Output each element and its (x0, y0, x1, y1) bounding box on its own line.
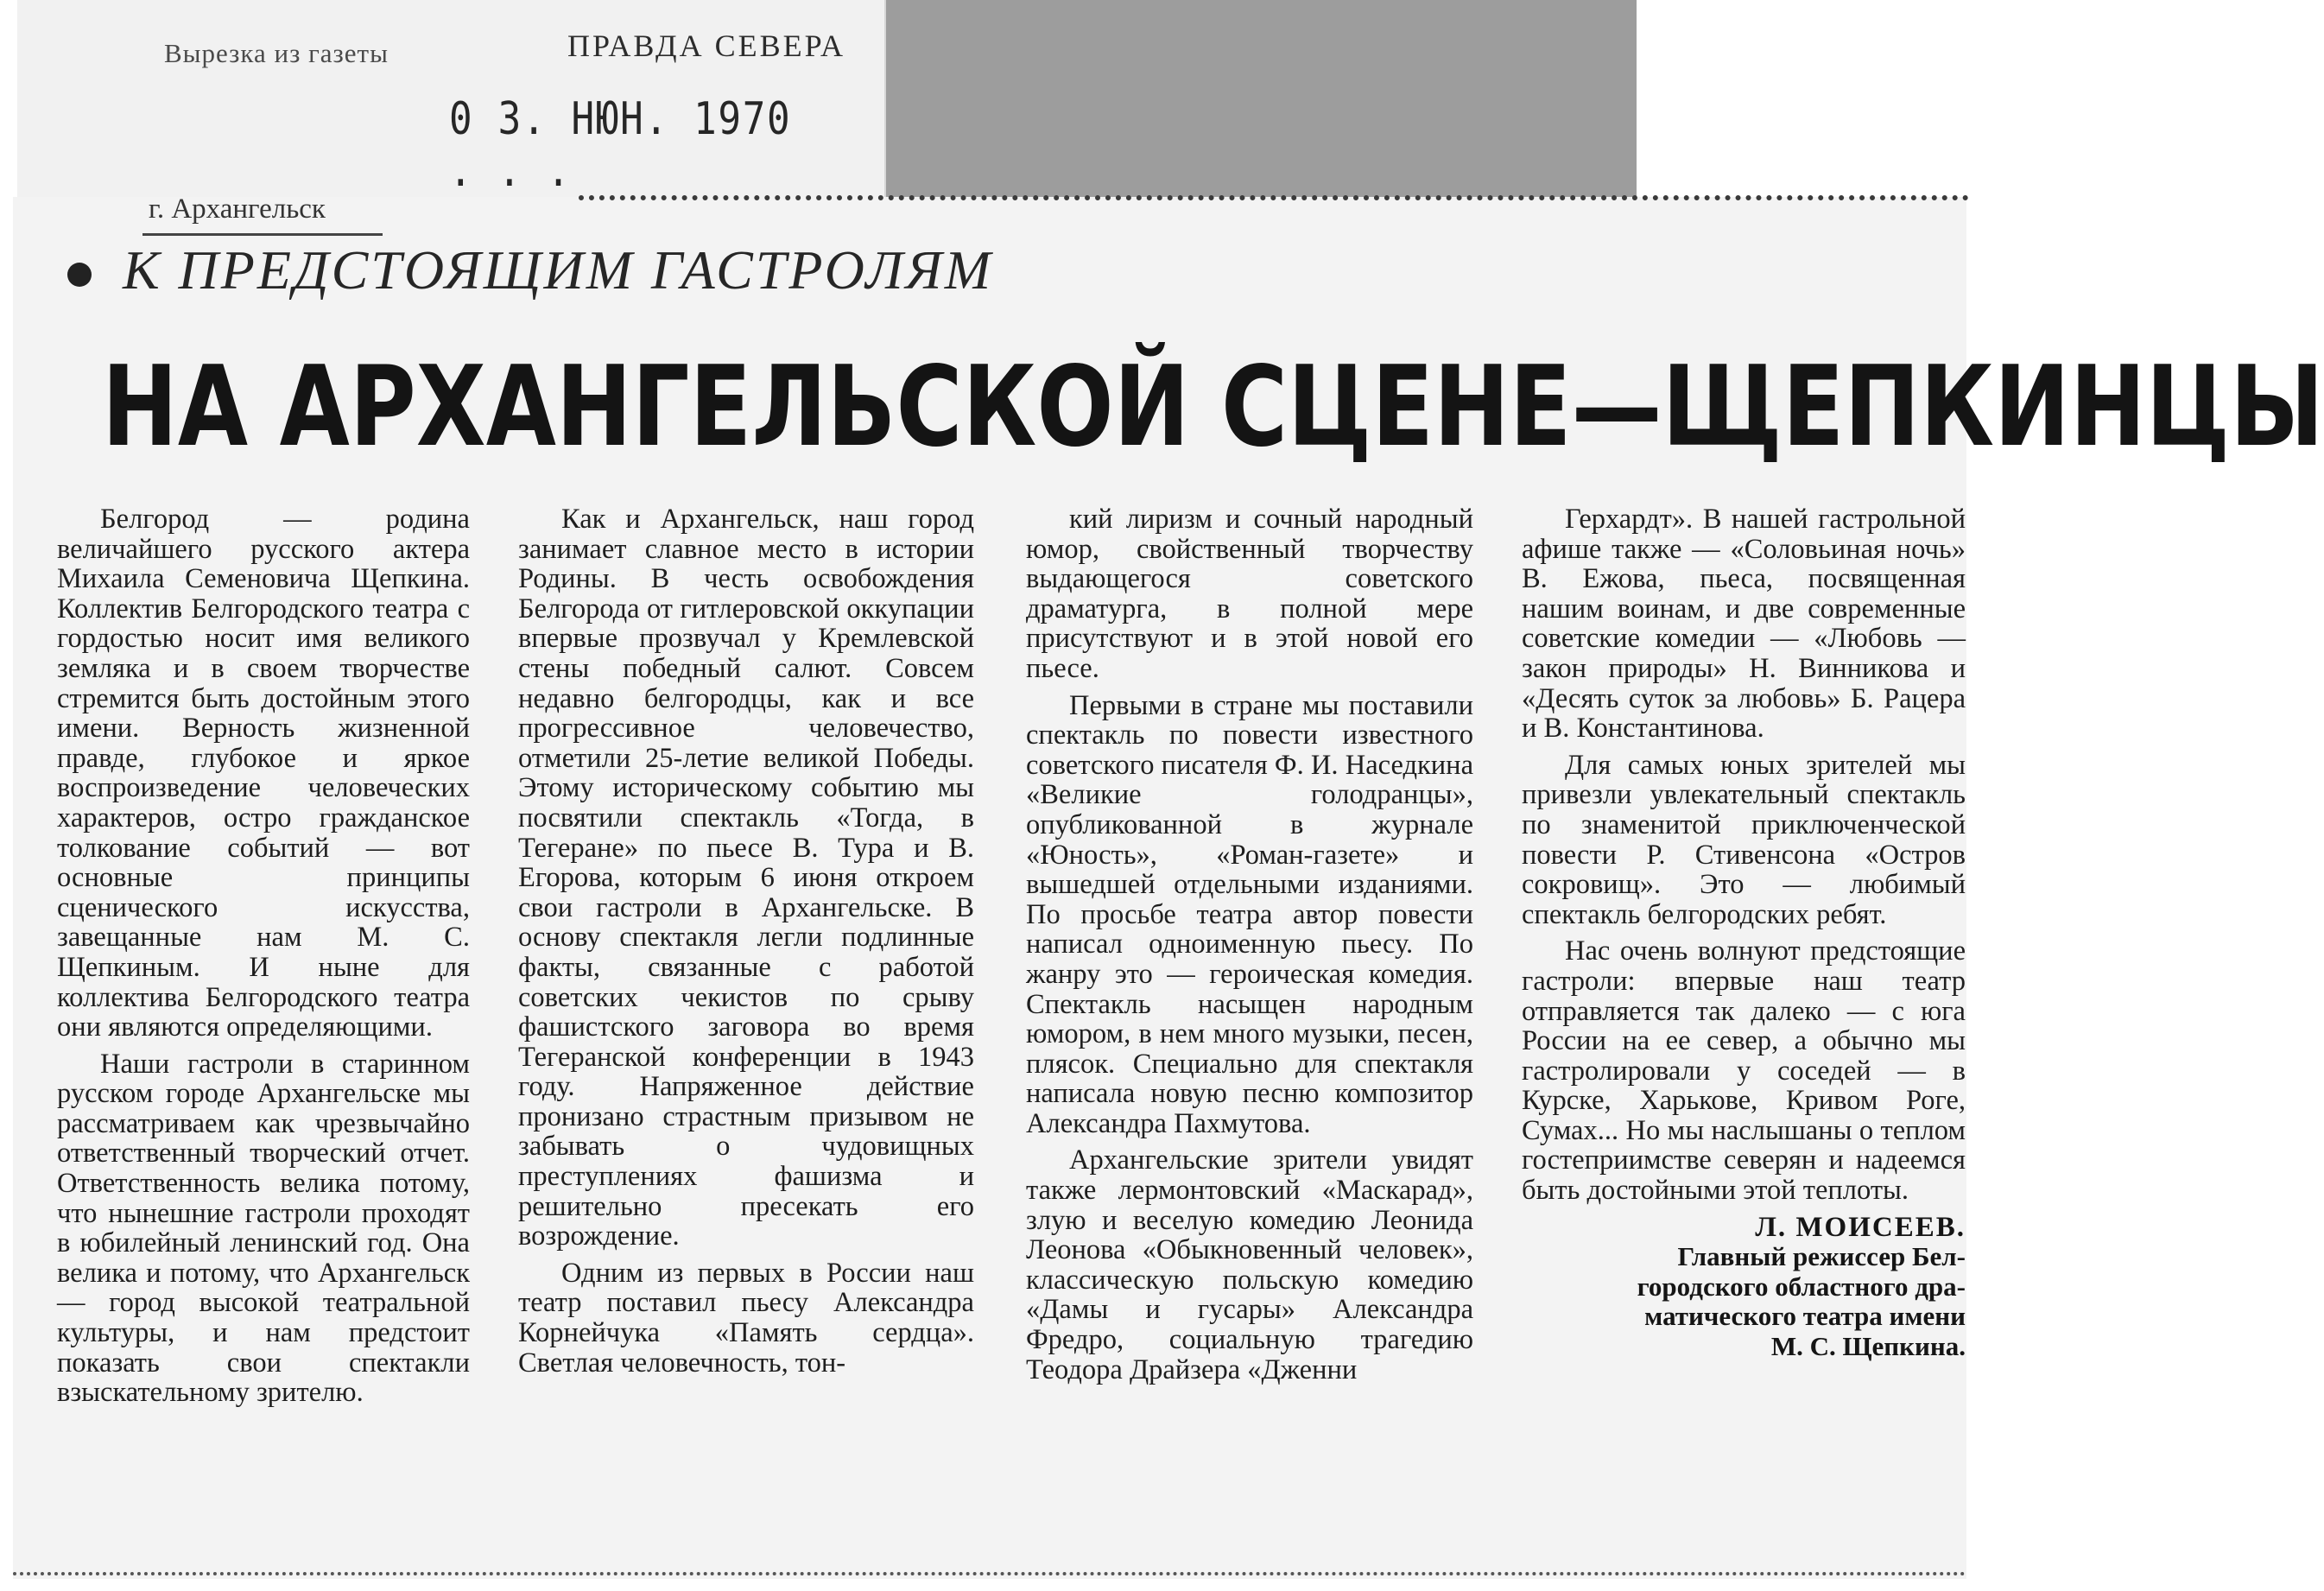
author-name: Л. МОИСЕЕВ. (1755, 1211, 1966, 1243)
clipping-cut-edge (579, 195, 1969, 200)
paragraph: Первыми в стране мы поставили спектакль по повести известного советского писателя Ф. И. Наседкина «Великие голодранцы», опубликованной в журнале «Юность», «Роман-газете» и вышедшей отдельными изданиями. По просьбе театра автор повести написал одноименную пьесу. По жанру это — героическая комедия. Спектакль насыщен народным юмором, в нем много музыки, песен, плясок. Специально для спектакля написала новую песню композитор Александра Пахмутова. (1026, 689, 1473, 1139)
article-headline: НА АРХАНГЕЛЬСКОЙ СЦЕНЕ—ЩЕПКИНЦЫ (102, 343, 2324, 472)
rubric-title: К ПРЕДСТОЯЩИМ ГАСТРОЛЯМ (123, 239, 993, 301)
article-column-2 (518, 504, 974, 1378)
paragraph: Как и Архангельск, наш город занимает славное место в истории Родины. В честь освобождения Белгорода от гитлеровской оккупации впервые прозвучал у Кремлевской стены победный салют. Совсем недавно белгородцы, как и все прогрессивное человечество, отметили 25-летие великой Победы. Этому историческому событию мы посвятили спектакль «Тогда, в Тегеране» по пьесе В. Тура и В. Егорова, которым 6 июня откроем свои гастроли в Архангельске. В основу спектакля легли подлинные факты, связанные с работой советских чекистов по срыву фашистского заговора во время Тегеранской конференции в 1943 году. Напряженное действие пронизано страстным призывом не забывать о чудовищных преступлениях фашизма и решительно пресекать его возрождение. (518, 504, 974, 1252)
paragraph: Для самых юных зрителей мы привезли увлекательный спектакль по знаменитой приключенческой повести Р. Стивенсона «Остров сокровищ». Это — любимый спектакль белгородских ребят. (1522, 749, 1966, 930)
paragraph: Одним из первых в России наш театр поставил пьесу Александра Корнейчука «Память сердца». Светлая человечность, тон- (518, 1257, 974, 1379)
city-underline (142, 233, 383, 236)
author-title-line: матического театра имени (1644, 1301, 1966, 1332)
paragraph: Нас очень волнуют предстоящие гастроли: впервые наш театр отправляется так далеко — с юга России на ее север, а обычно мы гастролировали у соседей — в Курске, Харькове, Кривом Роге, Сумах... Но мы наслышаны о теплом гостеприимстве северян и надеемся быть достойными этой теплоты. (1522, 935, 1966, 1207)
author-title-line: Главный режиссер Бел- (1677, 1241, 1966, 1272)
newspaper-name: ПРАВДА СЕВЕРА (567, 29, 846, 63)
author-title-line: городского областного дра- (1637, 1271, 1966, 1302)
paragraph: Герхардт». В нашей гастрольной афише также — «Соловьиная ночь» В. Ежова, пьеса, посвященная нашим воинам, и две современные советские комедии — «Любовь — закон природы» Н. Винникова и «Десять суток за любовь» Б. Рацера и В. Константинова. (1522, 504, 1966, 745)
article-column-4 (1522, 504, 1966, 1362)
scanner-corner (1637, 0, 1986, 197)
clipping-slip (17, 0, 886, 226)
clipping-label: Вырезка из газеты (164, 38, 389, 68)
date-stamp: 0 3. НЮН. 1970 . . . (449, 93, 792, 197)
paragraph: Архангельские зрители увидят также лермонтовский «Маскарад», злую и веселую комедию Леонида Леонова «Обыкновенный человек», классическую польскую комедию «Дамы и гусары» Александра Фредро, социальную трагедию Теодора Драйзера «Дженни (1026, 1144, 1473, 1385)
clipping-city: г. Архангельск (149, 193, 326, 225)
paragraph: кий лиризм и сочный народный юмор, свойственный творчеству выдающегося советского драматурга, в полной мере присутствуют и в этой новой его пьесе. (1026, 504, 1473, 684)
article-column-1 (57, 504, 470, 1408)
paragraph: Наши гастроли в старинном русском городе Архангельске мы рассматриваем как чрезвычайно ответственный творческий отчет. Ответственность велика потому, что нынешние гастроли проходят в юбилейный ленинский год. Она велика и потому, что Архангельск — город высокой театральной культуры, и нам предстоит показать свои спектакли взыскательному зрителю. (57, 1048, 470, 1409)
rubric-bullet-icon (67, 263, 92, 287)
clipping-bottom-edge (13, 1572, 1966, 1575)
paragraph: Белгород — родина величайшего русского актера Михаила Семеновича Щепкина. Коллектив Белгородского театра с гордостью носит имя великого земляка и в своем творчестве стремится быть достойным этого имени. Верность жизненной правде, глубокое и яркое воспроизведение человеческих характеров, остро гражданское толкование событий — вот основные принципы сценического искусства, завещанные нам М. С. Щепкиным. И ныне для коллектива Белгородского театра они являются определяющими. (57, 504, 470, 1043)
article-column-3 (1026, 504, 1473, 1385)
author-title-line: М. С. Щепкина. (1770, 1331, 1966, 1362)
